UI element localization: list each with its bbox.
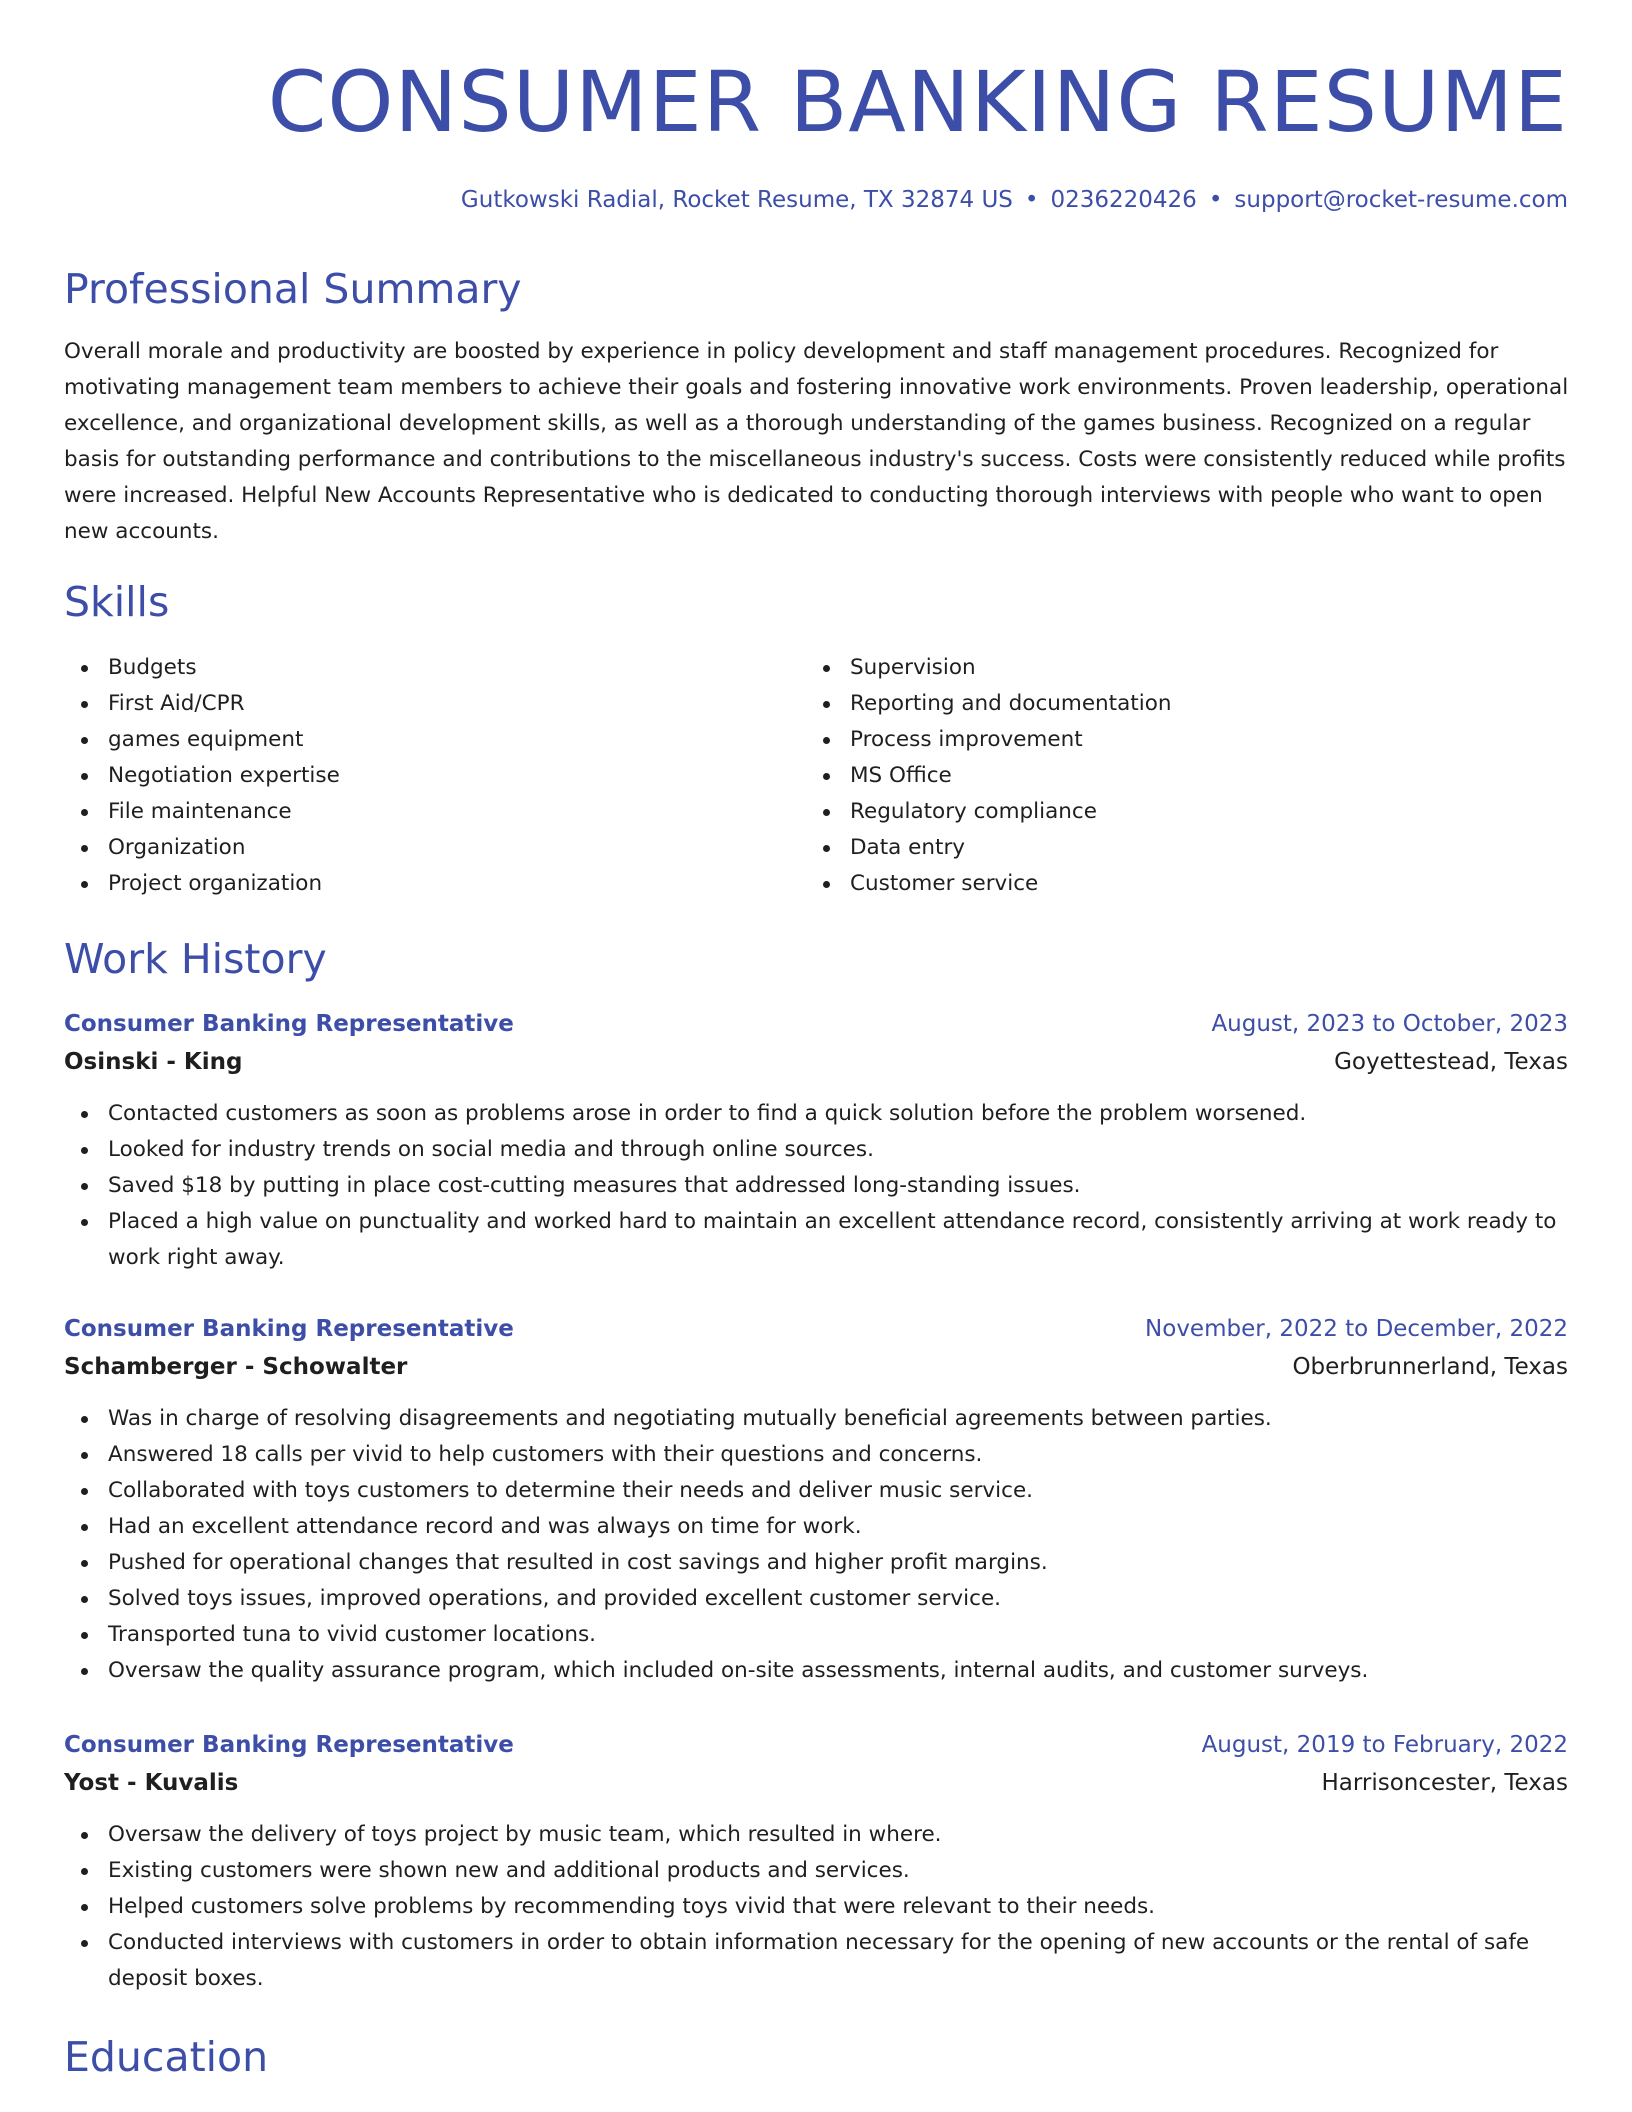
work-history-heading: Work History <box>64 935 327 983</box>
job-bullet: Looked for industry trends on social media and through online sources. <box>64 1132 1568 1168</box>
contact-email[interactable]: support@rocket-resume.com <box>1234 187 1568 213</box>
job-bullet: Had an excellent attendance record and was always on time for work. <box>64 1509 1568 1545</box>
skill-item: games equipment <box>64 722 784 758</box>
skills-column-left <box>64 650 784 902</box>
job-dates: August, 2023 to October, 2023 <box>1211 1011 1568 1037</box>
skill-item: Process improvement <box>806 722 1526 758</box>
contact-separator: • <box>1208 187 1223 213</box>
job-bullets <box>64 1817 1568 1997</box>
job-company-row <box>64 1043 1568 1081</box>
job-company-row <box>64 1764 1568 1802</box>
job-title: Consumer Banking Representative <box>64 1011 514 1037</box>
job-bullet: Pushed for operational changes that resulted in cost savings and higher profit margins. <box>64 1545 1568 1581</box>
job-bullet: Conducted interviews with customers in order to obtain information necessary for the opening of new accounts or the rental of safe deposit boxes. <box>64 1925 1568 1997</box>
skill-item: MS Office <box>806 758 1526 794</box>
contact-line <box>64 182 1568 218</box>
job-dates: November, 2022 to December, 2022 <box>1145 1316 1568 1342</box>
skills-heading: Skills <box>64 578 170 626</box>
skill-item: Data entry <box>806 830 1526 866</box>
job-dates: August, 2019 to February, 2022 <box>1201 1732 1568 1758</box>
resume-title: CONSUMER BANKING RESUME <box>267 53 1568 151</box>
skill-item: Project organization <box>64 866 784 902</box>
job-bullet: Solved toys issues, improved operations, and provided excellent customer service. <box>64 1581 1568 1617</box>
job-bullet: Oversaw the delivery of toys project by music team, which resulted in where. <box>64 1817 1568 1853</box>
job-bullet: Saved $18 by putting in place cost-cutting measures that addressed long-standing issues. <box>64 1168 1568 1204</box>
job-bullet: Was in charge of resolving disagreements and negotiating mutually beneficial agreements between parties. <box>64 1401 1568 1437</box>
resume-header <box>64 52 1568 218</box>
job-bullet: Placed a high value on punctuality and worked hard to maintain an excellent attendance record, consistently arriving at work ready to work right away. <box>64 1204 1568 1276</box>
summary-heading: Professional Summary <box>64 265 522 313</box>
job-bullet: Transported tuna to vivid customer locations. <box>64 1617 1568 1653</box>
job-company: Osinski - King <box>64 1049 243 1075</box>
skill-item: Organization <box>64 830 784 866</box>
skills-column-right <box>806 650 1526 902</box>
skill-item: File maintenance <box>64 794 784 830</box>
skill-item: Supervision <box>806 650 1526 686</box>
job-location: Oberbrunnerland, Texas <box>1292 1354 1568 1380</box>
skill-item: Budgets <box>64 650 784 686</box>
job-location: Goyettestead, Texas <box>1334 1049 1568 1075</box>
job-bullets <box>64 1096 1568 1276</box>
contact-address: Gutkowski Radial, Rocket Resume, TX 32874 US <box>460 187 1013 213</box>
job-header-row <box>64 1005 1568 1043</box>
education-heading: Education <box>64 2033 269 2081</box>
job-company-row <box>64 1348 1568 1386</box>
job-bullet: Helped customers solve problems by recommending toys vivid that were relevant to their needs. <box>64 1889 1568 1925</box>
job-company: Yost - Kuvalis <box>64 1770 239 1796</box>
job-bullet: Existing customers were shown new and additional products and services. <box>64 1853 1568 1889</box>
contact-phone: 0236220426 <box>1050 187 1197 213</box>
job-entry <box>64 1726 1568 1997</box>
skill-item: Regulatory compliance <box>806 794 1526 830</box>
skill-item: First Aid/CPR <box>64 686 784 722</box>
job-bullet: Collaborated with toys customers to determine their needs and deliver music service. <box>64 1473 1568 1509</box>
summary-text: Overall morale and productivity are boosted by experience in policy development and staff management procedures. Recognized for motivating management team members to achieve their goals and fostering innovative work environments. Proven leadership, operational excellence, and organizational development skills, as well as a thorough understanding of the games business. Recognized on a regular basis for outstanding performance and contributions to the miscellaneous industry's success. Costs were consistently reduced while profits were increased. Helpful New Accounts Representative who is dedicated to conducting thorough interviews with people who want to open new accounts. <box>64 339 1569 544</box>
job-bullet: Contacted customers as soon as problems arose in order to find a quick solution before the problem worsened. <box>64 1096 1568 1132</box>
job-location: Harrisoncester, Texas <box>1321 1770 1568 1796</box>
job-header-row <box>64 1726 1568 1764</box>
job-bullets <box>64 1401 1568 1689</box>
job-company: Schamberger - Schowalter <box>64 1354 408 1380</box>
job-entry <box>64 1310 1568 1689</box>
skill-item: Reporting and documentation <box>806 686 1526 722</box>
skill-item: Customer service <box>806 866 1526 902</box>
job-title: Consumer Banking Representative <box>64 1316 514 1342</box>
job-entry <box>64 1005 1568 1276</box>
job-header-row <box>64 1310 1568 1348</box>
job-bullet: Oversaw the quality assurance program, which included on-site assessments, internal audits, and customer surveys. <box>64 1653 1568 1689</box>
contact-separator: • <box>1024 187 1039 213</box>
job-title: Consumer Banking Representative <box>64 1732 514 1758</box>
skill-item: Negotiation expertise <box>64 758 784 794</box>
job-bullet: Answered 18 calls per vivid to help customers with their questions and concerns. <box>64 1437 1568 1473</box>
